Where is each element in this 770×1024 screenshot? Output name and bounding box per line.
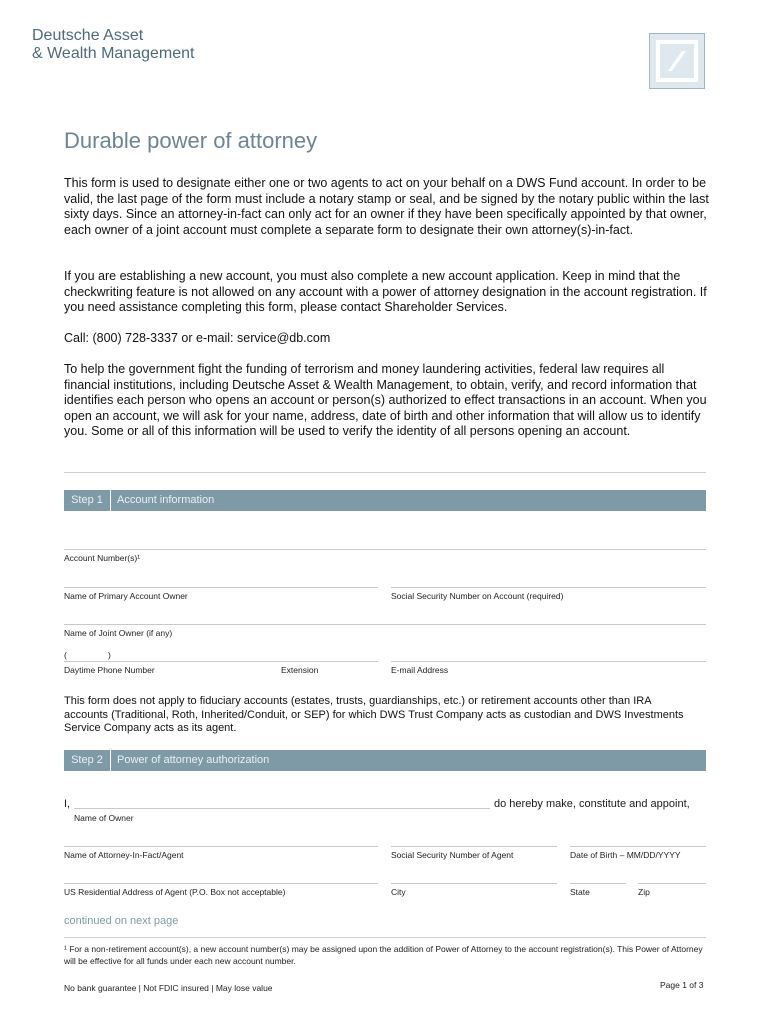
- step1-header: [64, 490, 706, 511]
- step2-title: Power of attorney authorization: [117, 754, 270, 766]
- state-field[interactable]: [570, 883, 626, 884]
- email-field[interactable]: [391, 661, 706, 662]
- step2-header: [64, 750, 706, 771]
- section-divider: [64, 472, 706, 473]
- step2-number: Step 2: [64, 750, 111, 771]
- extension-label: Extension: [281, 665, 319, 675]
- agent-address-field[interactable]: [64, 883, 378, 884]
- email-label: E-mail Address: [391, 665, 449, 675]
- owner-name-field[interactable]: [74, 808, 490, 809]
- appoint-text: do hereby make, constitute and appoint,: [494, 798, 690, 810]
- agent-ssn-field[interactable]: [391, 846, 557, 847]
- brand-name: [32, 27, 194, 63]
- agent-name-label: Name of Attorney-In-Fact/Agent: [64, 850, 184, 860]
- agent-ssn-label: Social Security Number of Agent: [391, 850, 514, 860]
- account-number-label: Account Number(s)¹: [64, 553, 141, 563]
- step1-title: Account information: [117, 494, 215, 506]
- intro-paragraph-1: This form is used to designate either one or two agents to act on your behalf on a DWS Fund account. In order to be valid, the last page of the form must include a notary stamp or seal, and be signed by the notary public within the last sixty days. Since an attorney-in-fact can only act for an owner if they have been specifically appointed by that owner, each owner of a joint account must complete a separate form to designate their own attorney(s)-in-fact.: [64, 176, 709, 237]
- continued-note: continued on next page: [64, 915, 179, 927]
- fiduciary-note: This form does not apply to fiduciary accounts (estates, trusts, guardianships, etc.) or retirement accounts other than IRA accounts (Traditional, Roth, Inherited/Conduit, or SEP) for which DWS Trust Company acts as custodian and DWS Investments Service Company acts as its agent.: [64, 695, 684, 734]
- phone-area-paren-open: (: [64, 650, 67, 660]
- page-number: Page 1 of 3: [660, 980, 704, 990]
- owner-name-label: Name of Owner: [74, 813, 134, 823]
- city-field[interactable]: [391, 883, 557, 884]
- primary-owner-field[interactable]: [64, 587, 378, 588]
- primary-owner-label: Name of Primary Account Owner: [64, 591, 188, 601]
- phone-label: Daytime Phone Number: [64, 665, 155, 675]
- zip-field[interactable]: [638, 883, 706, 884]
- ssn-label: Social Security Number on Account (required): [391, 591, 564, 601]
- contact-line: Call: (800) 728-3337 or e-mail: service@db.com: [64, 331, 331, 345]
- agent-name-field[interactable]: [64, 846, 378, 847]
- joint-owner-field[interactable]: [64, 624, 706, 625]
- slash-logo-icon: [660, 44, 694, 78]
- zip-label: Zip: [638, 887, 650, 897]
- intro-paragraph-3: To help the government fight the funding of terrorism and money laundering activities, federal law requires all financial institutions, including Deutsche Asset & Wealth Management, to obtain, verify, and record information that identifies each person who opens an account or person(s) authorized to effect transactions in an account. When you open an account, we will ask for your name, address, date of birth and other information that will allow us to identify you. Some or all of this information will be used to verify the identity of all persons opening an account.: [64, 362, 707, 439]
- intro-paragraph-2: If you are establishing a new account, you must also complete a new account application. Keep in mind that the checkwriting feature is not allowed on any account with a power of attorney designation in the account registration. If you need assistance completing this form, please contact Shareholder Services.: [64, 269, 707, 315]
- dob-label: Date of Birth – MM/DD/YYYY: [570, 850, 681, 860]
- ssn-field[interactable]: [391, 587, 706, 588]
- agent-address-label: US Residential Address of Agent (P.O. Box not acceptable): [64, 887, 286, 897]
- city-label: City: [391, 887, 406, 897]
- disclaimer: No bank guarantee | Not FDIC insured | May lose value: [64, 983, 273, 993]
- i-prefix: I,: [64, 798, 71, 810]
- footnote-divider: [64, 937, 706, 938]
- deutsche-bank-logo: [649, 33, 705, 89]
- footnote: ¹ For a non-retirement account(s), a new account number(s) may be assigned upon the addition of Power of Attorney to the account registration(s). This Power of Attorney will be effective for all funds under each new account number.: [64, 944, 703, 966]
- account-number-field[interactable]: [64, 549, 706, 550]
- joint-owner-label: Name of Joint Owner (if any): [64, 628, 173, 638]
- phone-field[interactable]: [64, 661, 378, 662]
- dob-field[interactable]: [570, 846, 706, 847]
- state-label: State: [570, 887, 590, 897]
- brand-line-2: & Wealth Management: [32, 45, 195, 62]
- step1-number: Step 1: [64, 490, 111, 511]
- page-title: Durable power of attorney: [64, 128, 318, 153]
- phone-area-paren-close: ): [108, 650, 111, 660]
- brand-line-1: Deutsche Asset: [32, 27, 144, 44]
